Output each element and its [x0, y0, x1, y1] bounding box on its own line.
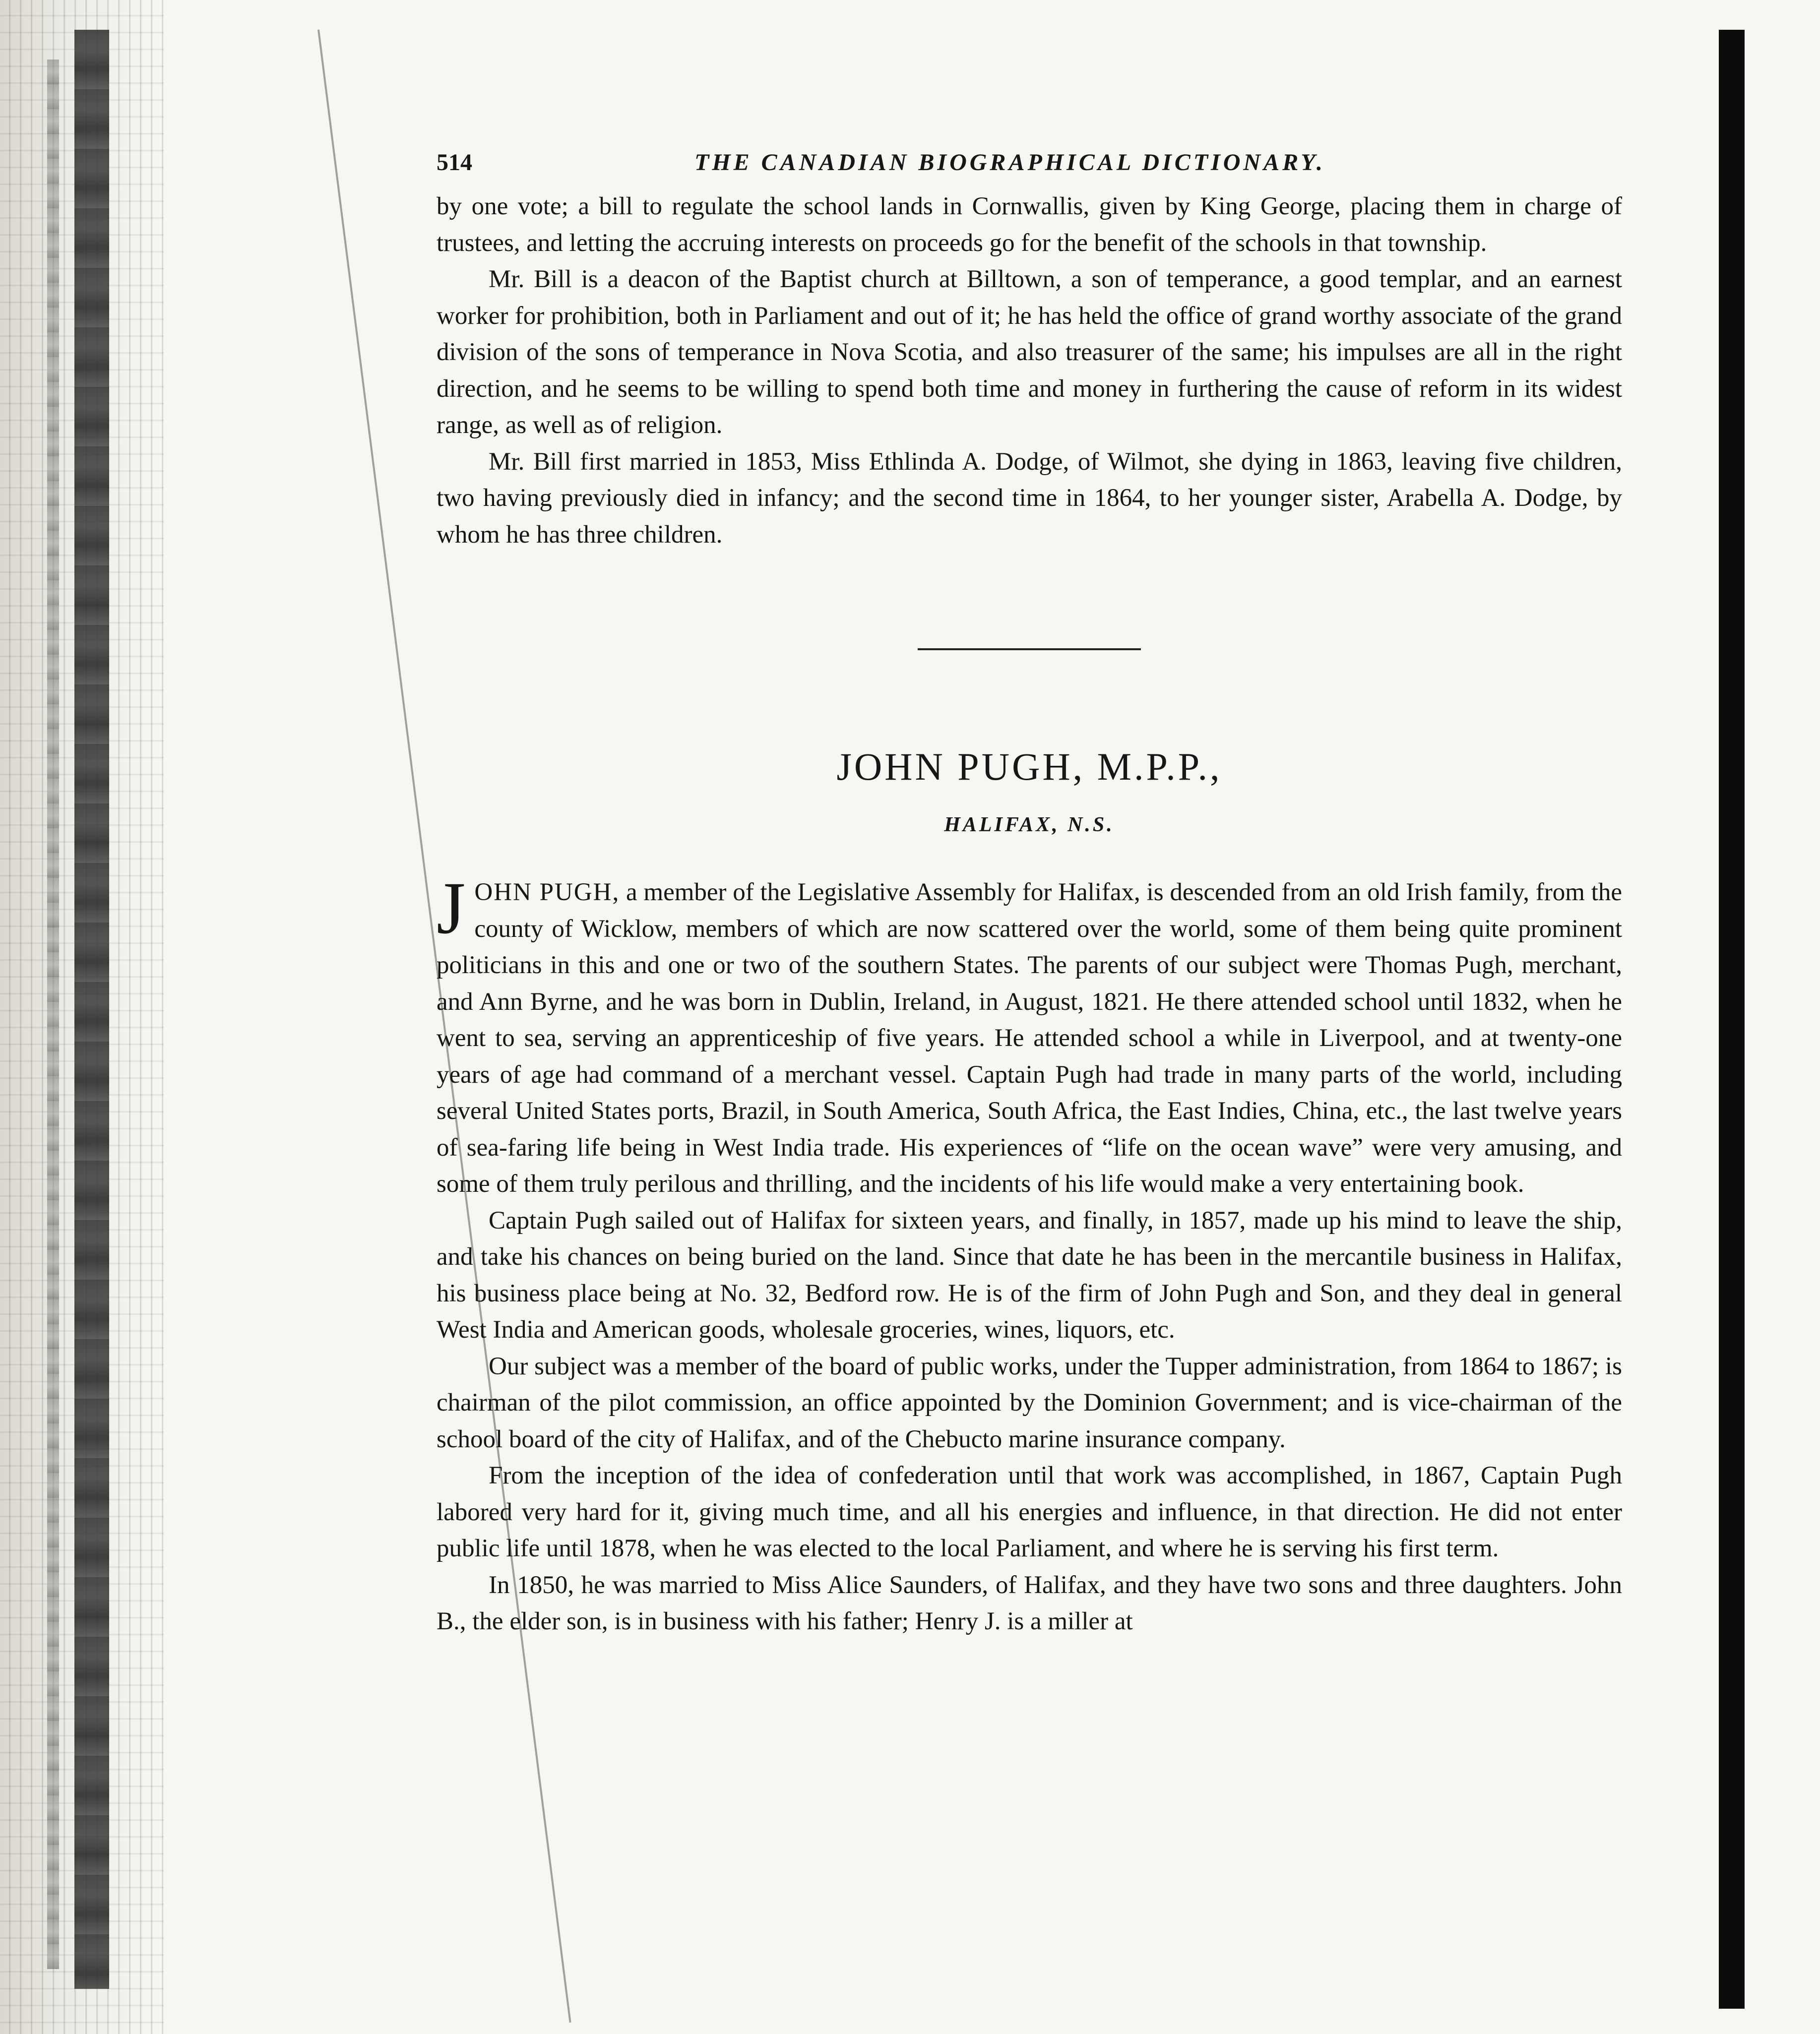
continuation-paragraph-2: Mr. Bill is a deacon of the Baptist church at Billtown, a son of temperance, a good templar, and an earnest worker for prohibition, both in Parliament and out of it; he has held the office of grand worthy associate of the grand division of the sons of temperance in Nova Scotia, and also treasurer of the same; his impulses are all in the right direction, and he seems to be willing to spend both time and money in furthering the cause of reform in its widest range, as well as of religion.	[437, 265, 1622, 439]
running-title: THE CANADIAN BIOGRAPHICAL DICTIONARY.	[694, 149, 1325, 176]
entry-body	[437, 867, 1622, 1640]
continuation-paragraph-3: Mr. Bill first married in 1853, Miss Ethlinda A. Dodge, of Wilmot, she dying in 1863, leaving five children, two having previously died in infancy; and the second time in 1864, to her younger sister, Arabella A. Dodge, by whom he has three children.	[437, 447, 1622, 549]
entry-paragraph-2: Captain Pugh sailed out of Halifax for sixteen years, and finally, in 1857, made up his mind to leave the ship, and take his chances on being buried on the land. Since that date he has been in the mercantile business in Halifax, his business place being at No. 32, Bedford row. He is of the firm of John Pugh and Son, and they deal in general West India and American goods, wholesale groceries, wines, liquors, etc.	[437, 1206, 1622, 1344]
entry-location: HALIFAX, N.S.	[944, 813, 1115, 836]
entry-first-paragraph-text: a member of the Legislative Assembly for Halifax, is descended from an old Irish family, from the county of Wicklow, members of which are now scattered over the world, some of them being quite prominent politicians in this and one or two of the southern States. The parents of our subject were Thomas Pugh, merchant, and Ann Byrne, and he was born in Dublin, Ireland, in August, 1821. He there attended school until 1832, when he went to sea, serving an apprenticeship of five years. He attended school a while in Liverpool, and at twenty-one years of age had command of a merchant vessel. Captain Pugh had trade in many parts of the world, including several United States ports, Brazil, in South America, South Africa, the East Indies, China, etc., the last twelve years of sea-faring life being in West India trade. His experiences of “life on the ocean wave” were very amusing, and some of them truly perilous and thrilling, and the incidents of his life would make a very entertaining book.	[437, 878, 1622, 1198]
book-spine-shadow	[74, 30, 109, 1989]
drop-cap: J	[437, 867, 466, 949]
page-number: 514	[437, 149, 472, 176]
scan-edge-bar	[1719, 30, 1745, 2009]
entry-first-paragraph	[437, 867, 1622, 1203]
entry-paragraph-5: In 1850, he was married to Miss Alice Saunders, of Halifax, and they have two sons and three daughters. John B., the elder son, is in business with his father; Henry J. is a miller at	[437, 1571, 1622, 1635]
continuation-paragraph-1: by one vote; a bill to regulate the school lands in Cornwallis, given by King George, placing them in charge of trustees, and letting the accruing interests on proceeds go for the benefit of the schools in that township.	[437, 192, 1622, 257]
entry-name: JOHN PUGH, M.P.P.,	[836, 745, 1222, 788]
entry-paragraph-4: From the inception of the idea of confederation until that work was accomplished, in 1867, Captain Pugh labored very hard for it, giving much time, and all his energies and influence, in that direction. He did not enter public life until 1878, when he was elected to the local Parliament, and where he is serving his first term.	[437, 1462, 1622, 1562]
entry-paragraph-3: Our subject was a member of the board of public works, under the Tupper administration, from 1864 to 1867; is chairman of the pilot commission, an office appointed by the Dominion Government; and is vice-chairman of the school board of the city of Halifax, and of the Chebucto marine insurance company.	[437, 1352, 1622, 1453]
section-divider	[918, 648, 1141, 650]
running-head	[437, 149, 1622, 188]
book-page	[437, 149, 1622, 1640]
scan-gutter-shadow	[47, 60, 59, 1969]
entry-first-word: OHN PUGH,	[474, 878, 620, 906]
